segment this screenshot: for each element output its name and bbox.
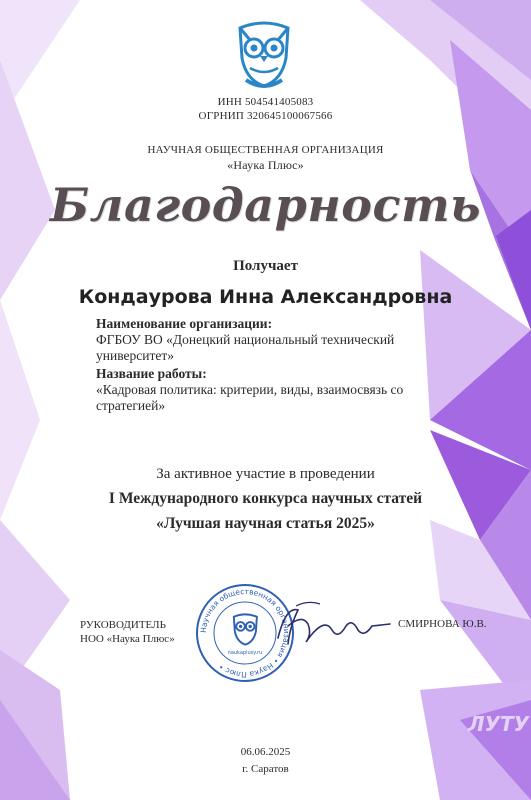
handwritten-signature xyxy=(268,596,398,656)
issue-date: 06.06.2025 xyxy=(240,746,291,758)
owl-logo-icon xyxy=(232,18,296,90)
org-name-line2: «Наука Плюс» xyxy=(227,158,304,172)
ogrnip: ОГРНИП 320645100067566 xyxy=(198,110,333,122)
work-value: «Кадровая политика: критерии, виды, взаимосвязь со стратегией» xyxy=(96,382,404,413)
org-name-line1: НАУЧНАЯ ОБЩЕСТВЕННАЯ ОРГАНИЗАЦИЯ xyxy=(147,144,384,156)
inn: ИНН 504541405083 xyxy=(217,96,314,108)
org-label: Наименование организации: xyxy=(96,316,273,331)
award-line1: За активное участие в проведении xyxy=(156,466,375,482)
certificate-title: Благодарность xyxy=(49,178,482,232)
watermark: ЛУТУ xyxy=(468,712,530,736)
recipient-name: Кондаурова Инна Александровна xyxy=(78,286,453,308)
signatory-name: СМИРНОВА Ю.В. xyxy=(398,618,487,630)
details-block xyxy=(96,316,436,414)
award-line2: I Международного конкурса научных статей xyxy=(108,490,423,507)
org-value: ФГБОУ ВО «Донецкий национальный технический университет» xyxy=(96,332,395,363)
award-line3: «Лучшая научная статья 2025» xyxy=(156,515,375,532)
work-label: Название работы: xyxy=(96,366,207,381)
signatory-block xyxy=(80,618,175,646)
signatory-org: НОО «Наука Плюс» xyxy=(80,633,175,645)
signatory-role: РУКОВОДИТЕЛЬ xyxy=(80,619,166,631)
stamp-url: naukaplusy.ru xyxy=(227,650,263,656)
stamp-ring-text: Научная общественная организация • Наука Плюс • xyxy=(198,586,292,680)
recipient-label: Получает xyxy=(233,258,298,274)
issue-city: г. Саратов xyxy=(242,763,289,775)
